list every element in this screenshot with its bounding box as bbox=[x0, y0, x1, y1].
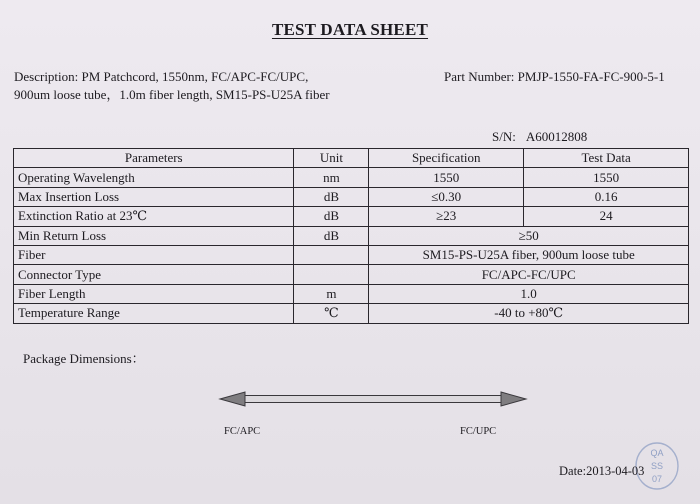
serial-label: S/N: bbox=[492, 129, 516, 144]
test-cell: 24 bbox=[524, 207, 689, 226]
header-specification: Specification bbox=[369, 149, 524, 168]
value-cell: ≥50 bbox=[369, 226, 689, 245]
part-number: Part Number: PMJP-1550-FA-FC-900-5-1 bbox=[444, 69, 665, 84]
param-cell: Fiber bbox=[14, 245, 294, 264]
param-cell: Fiber Length bbox=[14, 284, 294, 303]
right-connector-label: FC/UPC bbox=[460, 426, 497, 437]
serial-value: A60012808 bbox=[525, 129, 588, 144]
value-cell: 1.0 bbox=[369, 284, 689, 303]
unit-cell: dB bbox=[294, 207, 369, 226]
test-cell: 1550 bbox=[524, 168, 689, 187]
left-connector-label: FC/APC bbox=[224, 426, 261, 437]
description-line-2: 900um loose tube，1.0m fiber length, SM15-PS-U25A fiber bbox=[14, 87, 330, 102]
spec-cell: ≥23 bbox=[369, 207, 524, 226]
page-title: TEST DATA SHEET bbox=[271, 20, 429, 39]
date: Date:2013-04-03 bbox=[559, 464, 645, 478]
param-cell: Temperature Range bbox=[14, 304, 294, 323]
stamp-line-3: 07 bbox=[651, 474, 663, 484]
unit-cell: m bbox=[294, 284, 369, 303]
test-cell: 0.16 bbox=[524, 187, 689, 206]
value-cell: -40 to +80℃ bbox=[369, 304, 689, 323]
stamp-line-1: QA bbox=[650, 448, 664, 458]
stamp-line-2: SS bbox=[650, 461, 664, 471]
header-test-data: Test Data bbox=[524, 149, 689, 168]
value-cell: FC/APC-FC/UPC bbox=[369, 265, 689, 284]
spec-cell: ≤0.30 bbox=[369, 187, 524, 206]
header-parameters: Parameters bbox=[14, 149, 294, 168]
value-cell: SM15-PS-U25A fiber, 900um loose tube bbox=[369, 245, 689, 264]
unit-cell: ℃ bbox=[294, 304, 369, 323]
unit-cell: dB bbox=[294, 226, 369, 245]
spec-cell: 1550 bbox=[369, 168, 524, 187]
param-cell: Extinction Ratio at 23℃ bbox=[14, 207, 294, 226]
unit-cell: nm bbox=[294, 168, 369, 187]
param-cell: Max Insertion Loss bbox=[14, 187, 294, 206]
description-line-1: Description: PM Patchcord, 1550nm, FC/APC-FC/UPC, bbox=[14, 69, 309, 84]
header-unit: Unit bbox=[294, 149, 369, 168]
param-cell: Min Return Loss bbox=[14, 226, 294, 245]
unit-cell: dB bbox=[294, 187, 369, 206]
param-cell: Connector Type bbox=[14, 265, 294, 284]
package-dimensions-label: Package Dimensions： bbox=[23, 351, 145, 366]
param-cell: Operating Wavelength bbox=[14, 168, 294, 187]
